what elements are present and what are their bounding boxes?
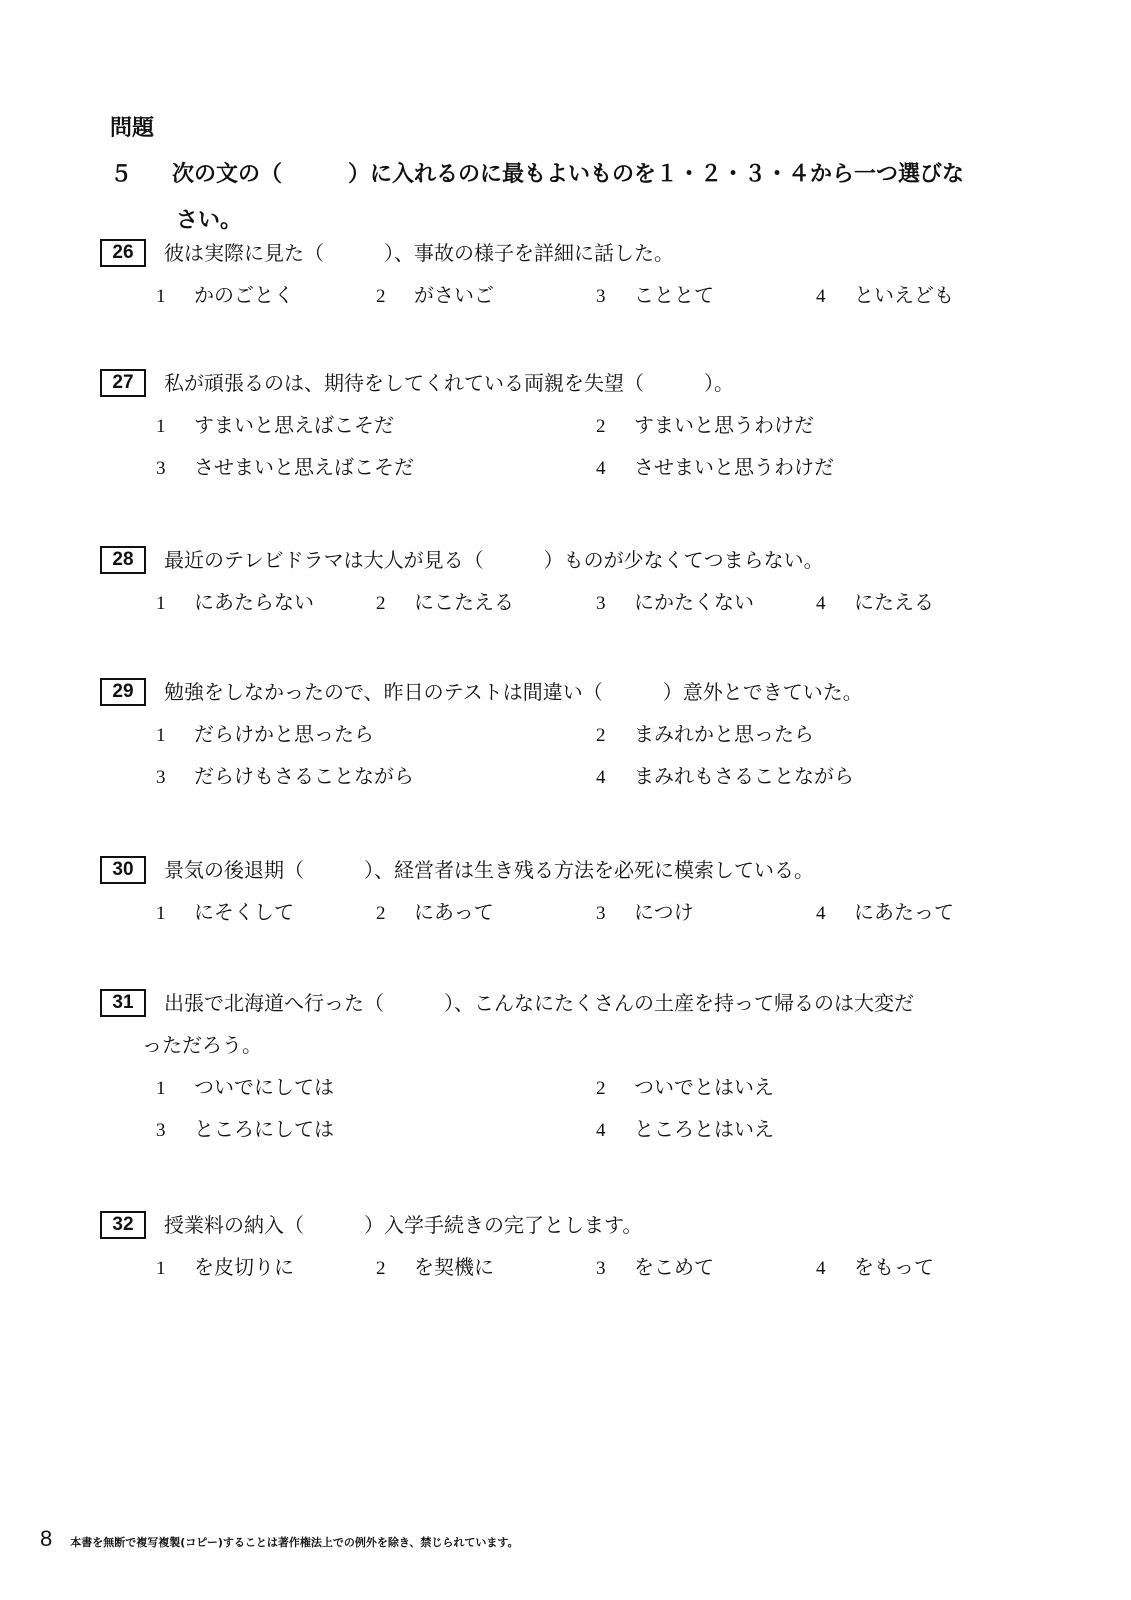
option-1[interactable]: 1 にそくして: [156, 900, 294, 924]
question-26: [100, 238, 1020, 310]
section-instructions: [110, 106, 1010, 244]
option-2[interactable]: 2 まみれかと思ったら: [596, 722, 814, 746]
page-footer: [40, 1526, 519, 1552]
question-number-box: 28: [100, 546, 146, 574]
option-3[interactable]: 3 だらけもさることながら: [156, 764, 414, 788]
option-1[interactable]: 1 かのごとく: [156, 283, 294, 307]
section-label: 問題５: [110, 116, 155, 187]
option-2[interactable]: 2 にあって: [376, 900, 494, 924]
question-text: 授業料の納入（ ）入学手続きの完了とします。: [164, 1213, 643, 1237]
question-text: 出張で北海道へ行った（ ）、こんなにたくさんの土産を持って帰るのは大変だ: [164, 991, 914, 1015]
question-29: [100, 677, 1020, 791]
option-3[interactable]: 3 をこめて: [596, 1255, 714, 1279]
question-31: [100, 988, 1020, 1144]
options-row: [100, 587, 1020, 617]
question-27: [100, 368, 1020, 482]
options-row: [100, 1072, 1020, 1102]
option-4[interactable]: 4 といえども: [816, 283, 954, 307]
option-2[interactable]: 2 ついでとはいえ: [596, 1075, 774, 1099]
question-number-box: 29: [100, 678, 146, 706]
option-1[interactable]: 1 だらけかと思ったら: [156, 722, 374, 746]
option-1[interactable]: 1 にあたらない: [156, 590, 314, 614]
options-row: [100, 761, 1020, 791]
question-30: [100, 855, 1020, 927]
option-2[interactable]: 2 がさいご: [376, 283, 494, 307]
option-1[interactable]: 1 ついでにしては: [156, 1075, 334, 1099]
question-number-box: 27: [100, 369, 146, 397]
option-4[interactable]: 4 にあたって: [816, 900, 954, 924]
question-number-box: 30: [100, 856, 146, 884]
page-number: 8: [40, 1526, 53, 1551]
options-row: [100, 452, 1020, 482]
options-row: [100, 719, 1020, 749]
question-number-box: 32: [100, 1211, 146, 1239]
option-3[interactable]: 3 につけ: [596, 900, 694, 924]
option-4[interactable]: 4 ところとはいえ: [596, 1117, 774, 1141]
option-4[interactable]: 4 をもって: [816, 1255, 934, 1279]
options-row: [100, 280, 1020, 310]
option-2[interactable]: 2 すまいと思うわけだ: [596, 413, 814, 437]
question-text-continuation: っただろう。: [142, 1033, 262, 1057]
options-row: [100, 1252, 1020, 1282]
instruction-line-1: 次の文の（ ）に入れるのに最もよいものを１・２・３・４から一つ選びな: [172, 162, 965, 187]
question-text: 最近のテレビドラマは大人が見る（ ）ものが少なくてつまらない。: [164, 548, 824, 572]
question-32: [100, 1210, 1020, 1282]
option-1[interactable]: 1 を皮切りに: [156, 1255, 294, 1279]
options-row: [100, 410, 1020, 440]
question-number-box: 26: [100, 239, 146, 267]
option-3[interactable]: 3 こととて: [596, 283, 714, 307]
option-4[interactable]: 4 にたえる: [816, 590, 934, 614]
copyright-notice: 本書を無断で複写複製(コピー)することは著作権法上での例外を除き、禁じられています。: [70, 1536, 519, 1549]
option-2[interactable]: 2 にこたえる: [376, 590, 514, 614]
option-1[interactable]: 1 すまいと思えばこそだ: [156, 413, 394, 437]
question-text: 勉強をしなかったので、昨日のテストは間違い（ ）意外とできていた。: [164, 680, 863, 704]
option-3[interactable]: 3 ところにしては: [156, 1117, 334, 1141]
question-number-box: 31: [100, 989, 146, 1017]
options-row: [100, 897, 1020, 927]
options-row: [100, 1114, 1020, 1144]
option-2[interactable]: 2 を契機に: [376, 1255, 494, 1279]
question-text: 私が頑張るのは、期待をしてくれている両親を失望（ ）。: [164, 371, 734, 395]
instruction-line-2: さい。: [176, 208, 243, 233]
option-3[interactable]: 3 させまいと思えばこそだ: [156, 455, 414, 479]
question-28: [100, 545, 1020, 617]
question-text: 彼は実際に見た（ ）、事故の様子を詳細に話した。: [164, 241, 674, 265]
option-4[interactable]: 4 まみれもさることながら: [596, 764, 854, 788]
option-3[interactable]: 3 にかたくない: [596, 590, 754, 614]
option-4[interactable]: 4 させまいと思うわけだ: [596, 455, 834, 479]
question-text: 景気の後退期（ ）、経営者は生き残る方法を必死に模索している。: [164, 858, 814, 882]
